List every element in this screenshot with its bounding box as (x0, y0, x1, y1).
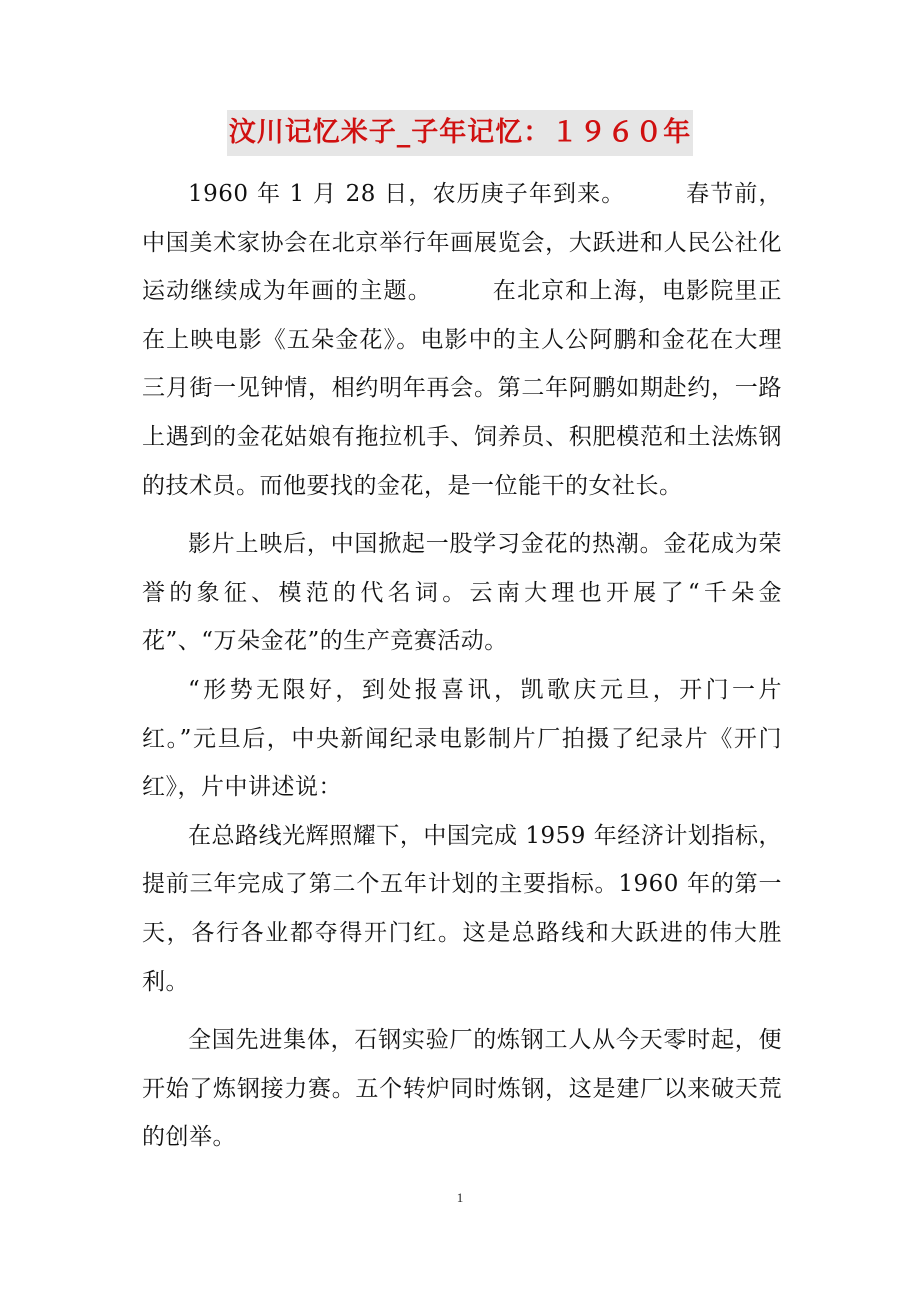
paragraph-3: “形势无限好，到处报喜讯，凯歌庆元旦，开门一片红。”元旦后，中央新闻纪录电影制片厂拍摄了纪录片《开门红》，片中讲述说： (142, 676, 782, 801)
paragraph-1: 1960 年 1 月 28 日，农历庚子年到来。 春节前，中国美术家协会在北京举行年画展览会，大跃进和人民公社化运动继续成为年画的主题。 在北京和上海，电影院里正在上映电影《五朵金花》。电影中的主人公阿鹏和金花在大理三月街一见钟情，相约明年再会。第二年阿鹏如期赴约，一路上遇到的金花姑娘有拖拉机手、饲养员、积肥模范和土法炼钢的技术员。而他要找的金花，是一位能干的女社长。 (142, 181, 782, 499)
paragraph-5: 全国先进集体，石钢实验厂的炼钢工人从今天零时起，便开始了炼钢接力赛。五个转炉同时炼钢，这是建厂以来破天荒的创举。 (142, 1027, 782, 1151)
document-body (142, 170, 782, 1162)
paragraph-4: 在总路线光辉照耀下，中国完成 1959 年经济计划指标，提前三年完成了第二个五年计划的主要指标。1960 年的第一天，各行各业都夺得开门红。这是总路线和大跃进的伟大胜利。 (142, 822, 782, 995)
document-title: 汶川记忆米子_子年记忆：１９６０年 (227, 110, 694, 156)
page-number: 1 (456, 1190, 464, 1205)
paragraph-2: 影片上映后，中国掀起一股学习金花的热潮。金花成为荣誉的象征、模范的代名词。云南大理也开展了“千朵金花”、“万朵金花”的生产竞赛活动。 (142, 531, 782, 655)
title-container (0, 110, 920, 156)
